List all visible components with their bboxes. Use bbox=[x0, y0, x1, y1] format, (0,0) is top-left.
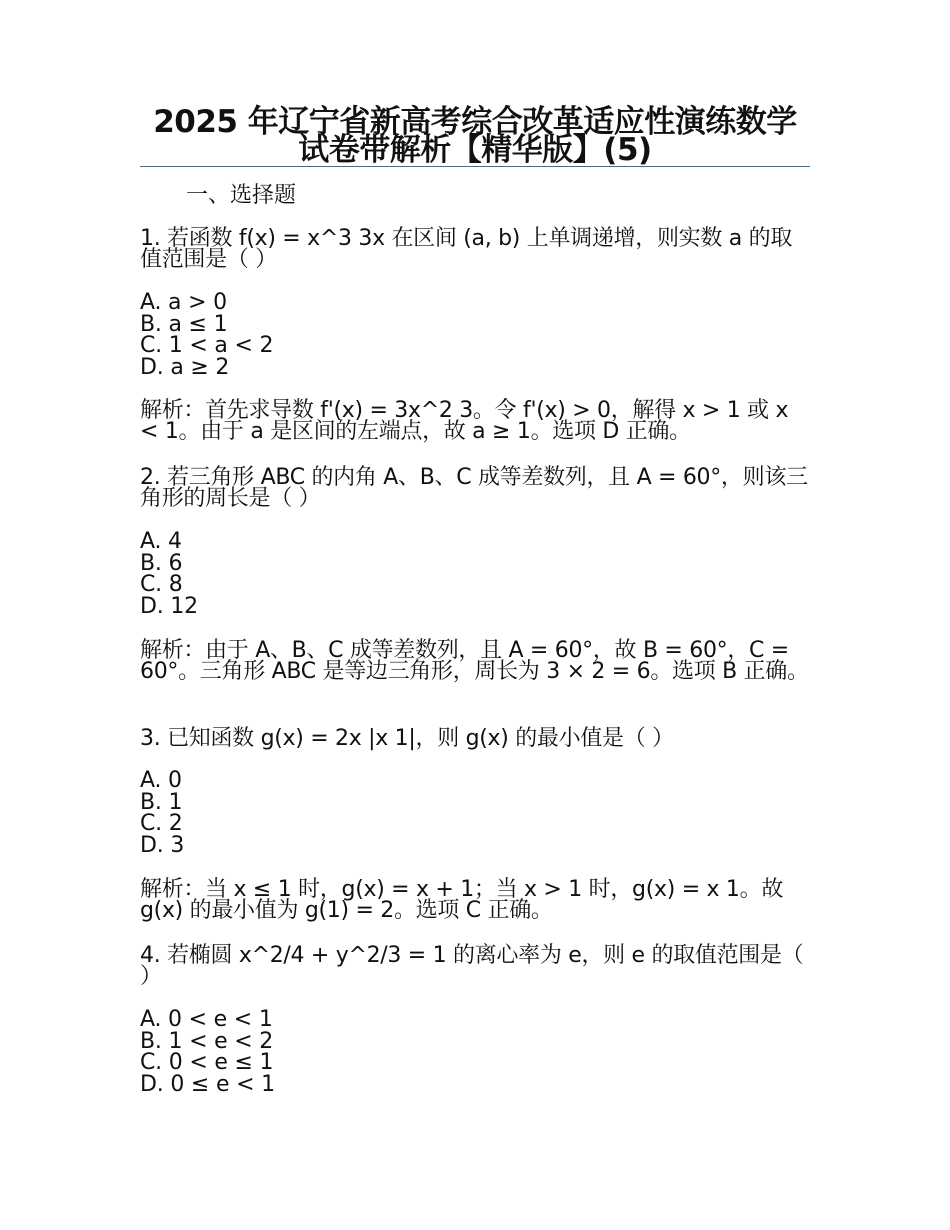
option-b: B. 1 < e < 2 bbox=[140, 1028, 274, 1054]
option-c: C. 0 < e ≤ 1 bbox=[140, 1050, 274, 1075]
question-1 bbox=[140, 228, 810, 270]
question-3-options bbox=[140, 770, 810, 856]
option-d: D. 0 ≤ e < 1 bbox=[140, 1071, 275, 1097]
question-3 bbox=[140, 728, 810, 749]
option-b: B. 1 bbox=[140, 789, 183, 815]
question-stem: 3. 已知函数 g(x) = 2x |x 1|，则 g(x) 的最小值是（ ） bbox=[140, 726, 674, 751]
option-c: C. 1 < a < 2 bbox=[140, 333, 274, 358]
option-a: A. 0 bbox=[140, 768, 182, 793]
option-a: A. a > 0 bbox=[140, 290, 227, 315]
question-1-analysis bbox=[140, 400, 810, 442]
option-b: B. a ≤ 1 bbox=[140, 311, 228, 337]
option-c: C. 8 bbox=[140, 572, 183, 597]
analysis-text: 解析：当 x ≤ 1 时，g(x) = x + 1；当 x > 1 时，g(x) = x 1。故 g(x) 的最小值为 g(1) = 2。选项 C 正确。 bbox=[140, 877, 784, 923]
question-2-analysis bbox=[140, 640, 810, 682]
option-a: A. 4 bbox=[140, 529, 182, 554]
document-page bbox=[140, 100, 810, 208]
question-3-analysis bbox=[140, 879, 810, 921]
question-4 bbox=[140, 945, 810, 987]
question-stem: 2. 若三角形 ABC 的内角 A、B、C 成等差数列，且 A = 60°，则该三角形的周长是（ ） bbox=[140, 465, 808, 511]
question-stem: 4. 若椭圆 x^2/4 + y^2/3 = 1 的离心率为 e，则 e 的取值范围是（ ） bbox=[140, 943, 804, 989]
option-d: D. 12 bbox=[140, 593, 198, 619]
question-2-options bbox=[140, 531, 810, 617]
option-d: D. a ≥ 2 bbox=[140, 354, 230, 380]
document-title: 2025 年辽宁省新高考综合改革适应性演练数学试卷带解析【精华版】(5) bbox=[153, 104, 797, 168]
section-heading: 一、选择题 bbox=[186, 183, 297, 208]
option-b: B. 6 bbox=[140, 550, 183, 576]
option-c: C. 2 bbox=[140, 811, 183, 836]
question-4-options bbox=[140, 1009, 810, 1095]
analysis-text: 解析：首先求导数 f'(x) = 3x^2 3。令 f'(x) > 0，解得 x > 1 或 x < 1。由于 a 是区间的左端点，故 a ≥ 1。选项 D 正确。 bbox=[140, 398, 789, 444]
question-2 bbox=[140, 467, 810, 509]
question-stem: 1. 若函数 f(x) = x^3 3x 在区间 (a, b) 上单调递增，则实数 a 的取值范围是（ ） bbox=[140, 226, 793, 272]
option-d: D. 3 bbox=[140, 832, 185, 858]
option-a: A. 0 < e < 1 bbox=[140, 1007, 273, 1032]
question-1-options bbox=[140, 292, 810, 378]
analysis-text: 解析：由于 A、B、C 成等差数列，且 A = 60°，故 B = 60°，C = 60°。三角形 ABC 是等边三角形，周长为 3 × 2 = 6。选项 B 正确。 bbox=[140, 638, 809, 684]
